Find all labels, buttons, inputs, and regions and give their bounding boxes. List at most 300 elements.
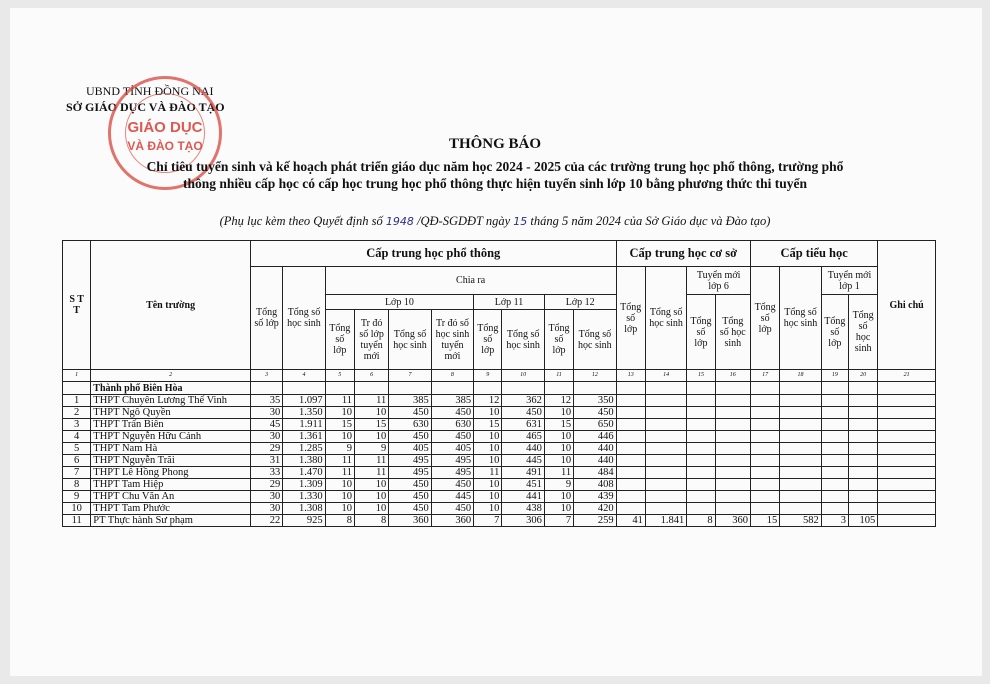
row-cell: 630 [389,419,431,431]
row-cell: 650 [574,419,616,431]
row-note [878,419,936,431]
row-cell [715,479,750,491]
row-cell: 11 [474,467,502,479]
row-cell: 45 [250,419,282,431]
appendix-post: tháng 5 năm 2024 của Sở Giáo dục và Đào tạo) [530,214,771,228]
row-cell: 7 [544,515,573,527]
table-row [63,443,936,455]
row-school-name: THPT Ngô Quyền [91,407,251,419]
row-cell [750,395,779,407]
row-cell: 15 [354,419,388,431]
row-cell: 9 [325,443,354,455]
row-cell: 10 [325,479,354,491]
document-title: THÔNG BÁO [448,136,542,152]
row-cell: 630 [431,419,473,431]
row-cell: 8 [325,515,354,527]
row-cell [616,419,645,431]
row-cell: 10 [544,491,573,503]
row-cell [848,431,877,443]
row-cell: 362 [502,395,544,407]
col-num: 7 [389,370,431,382]
header-tm1-lop: Tổng số lớp [821,295,848,370]
row-cell: 445 [431,491,473,503]
row-cell [616,431,645,443]
col-num: 10 [502,370,544,382]
col-num: 18 [780,370,821,382]
row-cell: 31 [250,455,282,467]
row-cell [750,479,779,491]
appendix-note [0,214,990,229]
row-note [878,455,936,467]
row-cell [848,443,877,455]
row-cell: 10 [325,431,354,443]
row-cell: 405 [389,443,431,455]
row-cell: 10 [544,455,573,467]
row-cell [645,503,686,515]
table-row [63,395,936,407]
header-l11-hs: Tổng số học sinh [502,310,544,370]
row-cell: 10 [544,503,573,515]
header-l12-lop: Tổng số lớp [544,310,573,370]
row-cell [780,503,821,515]
row-cell: 30 [250,431,282,443]
row-cell: 450 [389,431,431,443]
department-name: SỞ GIÁO DỤC VÀ ĐÀO TẠO [66,100,225,114]
row-cell [616,503,645,515]
col-num: 9 [474,370,502,382]
col-num: 4 [283,370,325,382]
row-cell [780,491,821,503]
row-cell: 385 [389,395,431,407]
row-cell [616,395,645,407]
row-cell: 1.308 [283,503,325,515]
row-note [878,503,936,515]
header-l12-hs: Tổng số học sinh [574,310,616,370]
row-cell: 440 [502,443,544,455]
row-cell [616,491,645,503]
row-cell [821,455,848,467]
row-cell [750,503,779,515]
row-cell: 385 [431,395,473,407]
header-school-name: Tên trường [91,241,251,370]
row-school-name: THPT Chu Văn An [91,491,251,503]
row-cell: 10 [474,431,502,443]
agency-name: UBND TỈNH ĐỒNG NAI [86,84,214,98]
row-cell: 11 [325,395,354,407]
col-num: 2 [91,370,251,382]
header-tuyen-moi-6: Tuyển mới lớp 6 [687,267,751,295]
document-subtitle [60,158,930,192]
row-cell [848,419,877,431]
row-cell: 10 [354,491,388,503]
row-school-name: THPT Nguyễn Trãi [91,455,251,467]
row-cell: 10 [325,407,354,419]
row-school-name: THPT Nguyễn Hữu Cảnh [91,431,251,443]
row-cell [848,455,877,467]
col-num: 14 [645,370,686,382]
row-stt: 2 [63,407,91,419]
row-cell: 360 [389,515,431,527]
row-cell [780,407,821,419]
header-thpt-tong-hs: Tổng số học sinh [283,267,325,370]
row-stt: 9 [63,491,91,503]
row-cell: 10 [474,455,502,467]
row-cell: 1.309 [283,479,325,491]
row-stt: 10 [63,503,91,515]
header-thpt-tong-lop: Tổng số lớp [250,267,282,370]
row-note [878,431,936,443]
row-cell: 10 [354,431,388,443]
row-cell [780,431,821,443]
row-stt: 8 [63,479,91,491]
row-cell: 495 [431,467,473,479]
col-num: 20 [848,370,877,382]
header-tm1-hs: Tổng số học sinh [848,295,877,370]
row-cell: 925 [283,515,325,527]
row-cell [821,431,848,443]
row-cell [645,467,686,479]
row-cell: 10 [474,407,502,419]
row-cell: 1.841 [645,515,686,527]
row-note [878,491,936,503]
row-cell: 450 [502,407,544,419]
row-cell: 30 [250,503,282,515]
row-cell: 10 [474,443,502,455]
row-cell [645,419,686,431]
row-cell: 495 [431,455,473,467]
row-cell: 439 [574,491,616,503]
row-note [878,479,936,491]
row-cell [780,455,821,467]
table-row [63,503,936,515]
header-l10-lop-tm: Tr đó số lớp tuyển mới [354,310,388,370]
row-cell [645,407,686,419]
row-cell: 360 [431,515,473,527]
row-cell: 451 [502,479,544,491]
row-stt: 5 [63,443,91,455]
row-cell [848,479,877,491]
header-stt: S T T [63,241,91,370]
row-cell: 10 [544,431,573,443]
seal-text-2: VÀ ĐÀO TẠO [127,139,203,153]
subtitle-line-1: Chỉ tiêu tuyển sinh và kế hoạch phát triển giáo dục năm học 2024 - 2025 của các trường trung học phổ thông, trường phổ [146,159,844,174]
row-cell: 631 [502,419,544,431]
row-cell [750,491,779,503]
row-cell: 29 [250,479,282,491]
row-cell: 7 [474,515,502,527]
row-cell: 1.470 [283,467,325,479]
row-cell: 15 [544,419,573,431]
row-cell: 445 [502,455,544,467]
row-stt: 11 [63,515,91,527]
row-cell: 9 [354,443,388,455]
row-school-name: THPT Chuyên Lương Thế Vinh [91,395,251,407]
row-cell: 10 [544,407,573,419]
header-l10-hs: Tổng số học sinh [389,310,431,370]
row-cell [616,443,645,455]
header-tuyen-moi-1: Tuyển mới lớp 1 [821,267,878,295]
row-cell: 30 [250,491,282,503]
row-cell: 491 [502,467,544,479]
row-cell [616,407,645,419]
row-cell: 259 [574,515,616,527]
table-row [63,455,936,467]
header-th-tong-lop: Tổng số lớp [750,267,779,370]
row-school-name: THPT Lê Hồng Phong [91,467,251,479]
header-thpt: Cấp trung học phổ thông [250,241,616,267]
table-row [63,491,936,503]
col-num: 17 [750,370,779,382]
row-stt: 7 [63,467,91,479]
header-lop-12: Lớp 12 [544,295,616,310]
row-cell: 8 [354,515,388,527]
row-cell: 495 [389,467,431,479]
row-cell [687,479,715,491]
row-note [878,515,936,527]
header-thcs-tong-hs: Tổng số học sinh [645,267,686,370]
row-cell: 10 [474,479,502,491]
appendix-mid: /QĐ-SGDĐT ngày [417,214,511,228]
row-cell [750,455,779,467]
row-cell [687,419,715,431]
row-cell: 11 [354,455,388,467]
header-thcs-tong-lop: Tổng số lớp [616,267,645,370]
row-cell: 450 [389,479,431,491]
row-cell: 15 [474,419,502,431]
table-row [63,467,936,479]
row-cell [848,503,877,515]
row-cell: 484 [574,467,616,479]
header-lop-11: Lớp 11 [474,295,545,310]
row-cell: 29 [250,443,282,455]
appendix-pre: (Phụ lục kèm theo Quyết định số [219,214,383,228]
row-cell: 11 [325,467,354,479]
table-row [63,407,936,419]
row-cell [750,431,779,443]
row-cell [780,479,821,491]
row-cell [715,395,750,407]
row-cell [715,407,750,419]
row-stt: 1 [63,395,91,407]
row-cell: 8 [687,515,715,527]
row-cell: 405 [431,443,473,455]
table-row [63,419,936,431]
row-cell: 10 [325,491,354,503]
row-cell [821,467,848,479]
row-cell: 441 [502,491,544,503]
row-cell: 35 [250,395,282,407]
row-stt: 4 [63,431,91,443]
col-num: 1 [63,370,91,382]
row-cell [616,479,645,491]
row-cell: 33 [250,467,282,479]
row-cell [715,431,750,443]
header-thcs: Cấp trung học cơ sở [616,241,750,267]
row-cell: 12 [474,395,502,407]
row-cell: 30 [250,407,282,419]
row-cell [687,503,715,515]
row-cell [780,419,821,431]
col-num: 5 [325,370,354,382]
col-num: 12 [574,370,616,382]
row-cell [750,407,779,419]
row-cell [616,467,645,479]
row-cell [715,503,750,515]
row-cell [715,419,750,431]
row-cell [780,443,821,455]
row-cell: 450 [431,503,473,515]
row-cell [821,419,848,431]
row-cell: 306 [502,515,544,527]
section-label: Thành phố Biên Hòa [91,382,251,395]
row-note [878,407,936,419]
row-cell: 1.330 [283,491,325,503]
row-cell: 450 [431,479,473,491]
row-cell: 11 [325,455,354,467]
col-num: 11 [544,370,573,382]
row-cell [645,491,686,503]
table-row [63,479,936,491]
row-school-name: PT Thực hành Sư phạm [91,515,251,527]
row-cell: 15 [750,515,779,527]
row-stt: 3 [63,419,91,431]
row-cell: 10 [354,407,388,419]
header-tm6-lop: Tổng số lớp [687,295,715,370]
row-cell: 105 [848,515,877,527]
row-cell [715,443,750,455]
row-cell: 9 [544,479,573,491]
row-cell: 408 [574,479,616,491]
row-cell [687,407,715,419]
row-school-name: THPT Trấn Biên [91,419,251,431]
col-num: 6 [354,370,388,382]
row-cell [645,455,686,467]
row-cell: 1.097 [283,395,325,407]
row-cell [848,395,877,407]
header-chia-ra: Chia ra [325,267,616,295]
row-cell: 11 [354,467,388,479]
table-row [63,515,936,527]
row-cell [821,503,848,515]
row-cell: 11 [354,395,388,407]
row-cell: 15 [325,419,354,431]
row-cell [687,491,715,503]
row-cell: 450 [574,407,616,419]
row-cell: 12 [544,395,573,407]
row-cell: 1.285 [283,443,325,455]
row-cell [848,467,877,479]
row-note [878,443,936,455]
row-cell [645,443,686,455]
col-num: 15 [687,370,715,382]
row-cell: 10 [354,503,388,515]
row-note [878,467,936,479]
row-cell: 10 [474,491,502,503]
row-cell [616,455,645,467]
admission-table [62,240,936,527]
row-cell: 450 [389,491,431,503]
row-cell: 438 [502,503,544,515]
header-note: Ghi chú [878,241,936,370]
header-tm6-hs: Tổng số học sinh [715,295,750,370]
row-cell: 440 [574,443,616,455]
seal-text-1: GIÁO DỤC [127,119,203,136]
col-num: 16 [715,370,750,382]
header-l11-lop: Tổng số lớp [474,310,502,370]
row-stt: 6 [63,455,91,467]
row-cell: 10 [325,503,354,515]
row-cell: 10 [544,443,573,455]
row-cell [780,467,821,479]
row-cell [645,479,686,491]
row-cell [687,467,715,479]
header-l10-lop: Tổng số lớp [325,310,354,370]
row-cell: 420 [574,503,616,515]
header-lop-10: Lớp 10 [325,295,473,310]
row-cell [687,443,715,455]
row-cell: 11 [544,467,573,479]
row-cell: 10 [354,479,388,491]
row-cell [715,467,750,479]
col-num: 21 [878,370,936,382]
row-cell: 1.350 [283,407,325,419]
col-num: 8 [431,370,473,382]
col-num: 19 [821,370,848,382]
row-cell [715,455,750,467]
row-cell: 450 [431,431,473,443]
row-note [878,395,936,407]
row-cell: 495 [389,455,431,467]
header-th-tong-hs: Tổng số học sinh [780,267,821,370]
row-cell [821,491,848,503]
table-row [63,431,936,443]
row-cell: 22 [250,515,282,527]
row-cell: 465 [502,431,544,443]
row-cell [848,491,877,503]
subtitle-line-2: thông nhiều cấp học có cấp học trung học phổ thông thực hiện tuyển sinh lớp 10 bằng phương thức thi tuyển [182,176,807,191]
row-cell [645,395,686,407]
row-cell: 1.361 [283,431,325,443]
row-cell [687,431,715,443]
row-cell [821,395,848,407]
row-cell [821,407,848,419]
row-cell: 440 [574,455,616,467]
decision-day: 15 [513,215,528,228]
row-cell: 10 [474,503,502,515]
row-cell: 360 [715,515,750,527]
row-cell: 446 [574,431,616,443]
row-cell [780,395,821,407]
row-cell: 41 [616,515,645,527]
row-cell [821,443,848,455]
header-l10-hs-tm: Tr đó số học sinh tuyển mới [431,310,473,370]
row-school-name: THPT Tam Hiệp [91,479,251,491]
row-cell [687,455,715,467]
header-th: Cấp tiểu học [750,241,877,267]
row-cell [750,443,779,455]
row-cell [687,395,715,407]
row-cell: 3 [821,515,848,527]
row-cell: 350 [574,395,616,407]
row-cell: 450 [431,407,473,419]
row-cell: 1.911 [283,419,325,431]
row-cell: 582 [780,515,821,527]
row-school-name: THPT Nam Hà [91,443,251,455]
row-cell [645,431,686,443]
row-cell [750,419,779,431]
col-num: 3 [250,370,282,382]
row-cell [821,479,848,491]
